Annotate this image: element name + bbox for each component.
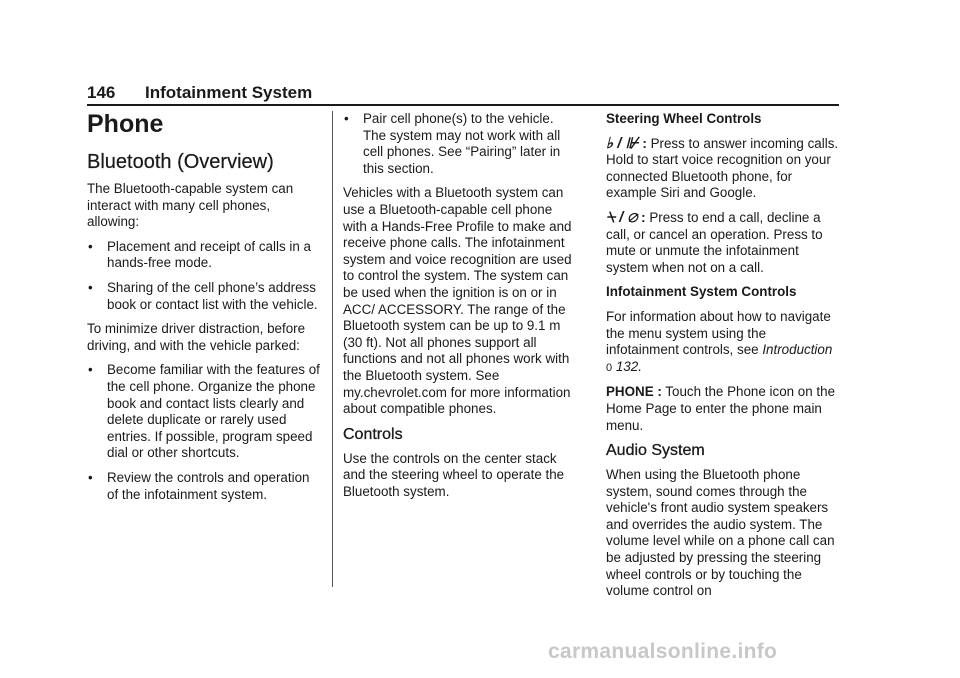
answer-call-icon: ♭ / ⊮ — [606, 134, 639, 152]
answer-call-paragraph: ♭ / ⊮ : Press to answer incoming calls. Hold to start voice recognition on your connected Bluetooth phone, for example Siri and Google. — [606, 134, 839, 201]
page-ref-number[interactable]: 132 — [615, 358, 639, 374]
list-item: • Pair cell phone(s) to the vehicle. The system may not work with all cell phones. See “Pairing” later in this section. — [344, 111, 561, 176]
page-header — [87, 83, 839, 107]
bullet-marker: • — [88, 238, 93, 254]
audio-system-paragraph: When using the Bluetooth phone system, sound comes through the vehicle's front audio system speakers and overrides the audio system. The volume level while on a phone call can be adjusted by pressing the steering wheel controls or by touching the volume control on — [606, 467, 835, 599]
column-1 — [87, 111, 323, 511]
column-divider — [332, 111, 333, 587]
infotainment-controls-paragraph: For information about how to navigate the menu system using the infotainment controls, see Introduction 0 132. — [606, 308, 833, 374]
bullet-marker: • — [88, 469, 93, 485]
section-title: Infotainment System — [145, 83, 313, 102]
distraction-paragraph: To minimize driver distraction, before driving, and with the vehicle parked: — [87, 321, 306, 353]
audio-system-heading: Audio System — [606, 442, 705, 460]
bluetooth-system-paragraph: Vehicles with a Bluetooth system can use a Bluetooth-capable cell phone with a Hands-Free Profile to make and receive phone calls. The infotainment system and voice recognition are used to control the system. The system can be used when the ignition is on or in ACC/ ACCESSORY. The range of the Bluetooth system can be up to 9.1 m (30 ft). Not all phones support all functions and not all phones work with the Bluetooth system. See my.chevrolet.com for more information about compatible phones. — [343, 185, 572, 417]
page-ref-arrow-icon: 0 — [606, 361, 613, 374]
bullet-marker: • — [88, 279, 93, 295]
phone-label: PHONE : — [606, 384, 662, 400]
column-2 — [343, 111, 579, 508]
list-item: • Become familiar with the features of the cell phone. Organize the phone book and contact lists clearly and delete duplicate or rarely used entries. If possible, program speed dial or other shortcuts. — [88, 362, 320, 461]
infotainment-controls-heading: Infotainment System Controls — [606, 284, 797, 300]
watermark: carmanualsonline.info — [548, 640, 778, 663]
bullet-marker: • — [344, 111, 349, 126]
bullet-marker: • — [88, 362, 93, 378]
steering-wheel-controls-heading: Steering Wheel Controls — [606, 111, 762, 126]
controls-heading: Controls — [343, 425, 403, 443]
page-title: Phone — [87, 110, 164, 138]
list-item: • Review the controls and operation of the infotainment system. — [88, 469, 310, 502]
controls-paragraph: Use the controls on the center stack and the steering wheel to operate the Bluetooth system. — [343, 450, 565, 499]
phone-paragraph: PHONE : Touch the Phone icon on the Home Page to enter the phone main menu. — [606, 384, 836, 433]
list-item: • Sharing of the cell phone’s address book or contact list with the vehicle. — [88, 279, 318, 312]
bluetooth-overview-heading: Bluetooth (Overview) — [87, 151, 274, 173]
list-item: • Placement and receipt of calls in a hands-free mode. — [88, 238, 311, 271]
page-number: 146 — [87, 83, 116, 102]
intro-paragraph: The Bluetooth-capable system can interact with many cell phones, allowing: — [87, 181, 294, 230]
introduction-link[interactable]: Introduction — [762, 342, 833, 358]
column-3 — [606, 111, 840, 608]
end-call-icon: ⍀ / ⌀ — [606, 208, 638, 226]
header-rule — [87, 104, 839, 106]
end-call-paragraph: ⍀ / ⌀ : Press to end a call, decline a call, or cancel an operation. Press to mute or unmute the infotainment system when not on a call. — [606, 208, 823, 275]
